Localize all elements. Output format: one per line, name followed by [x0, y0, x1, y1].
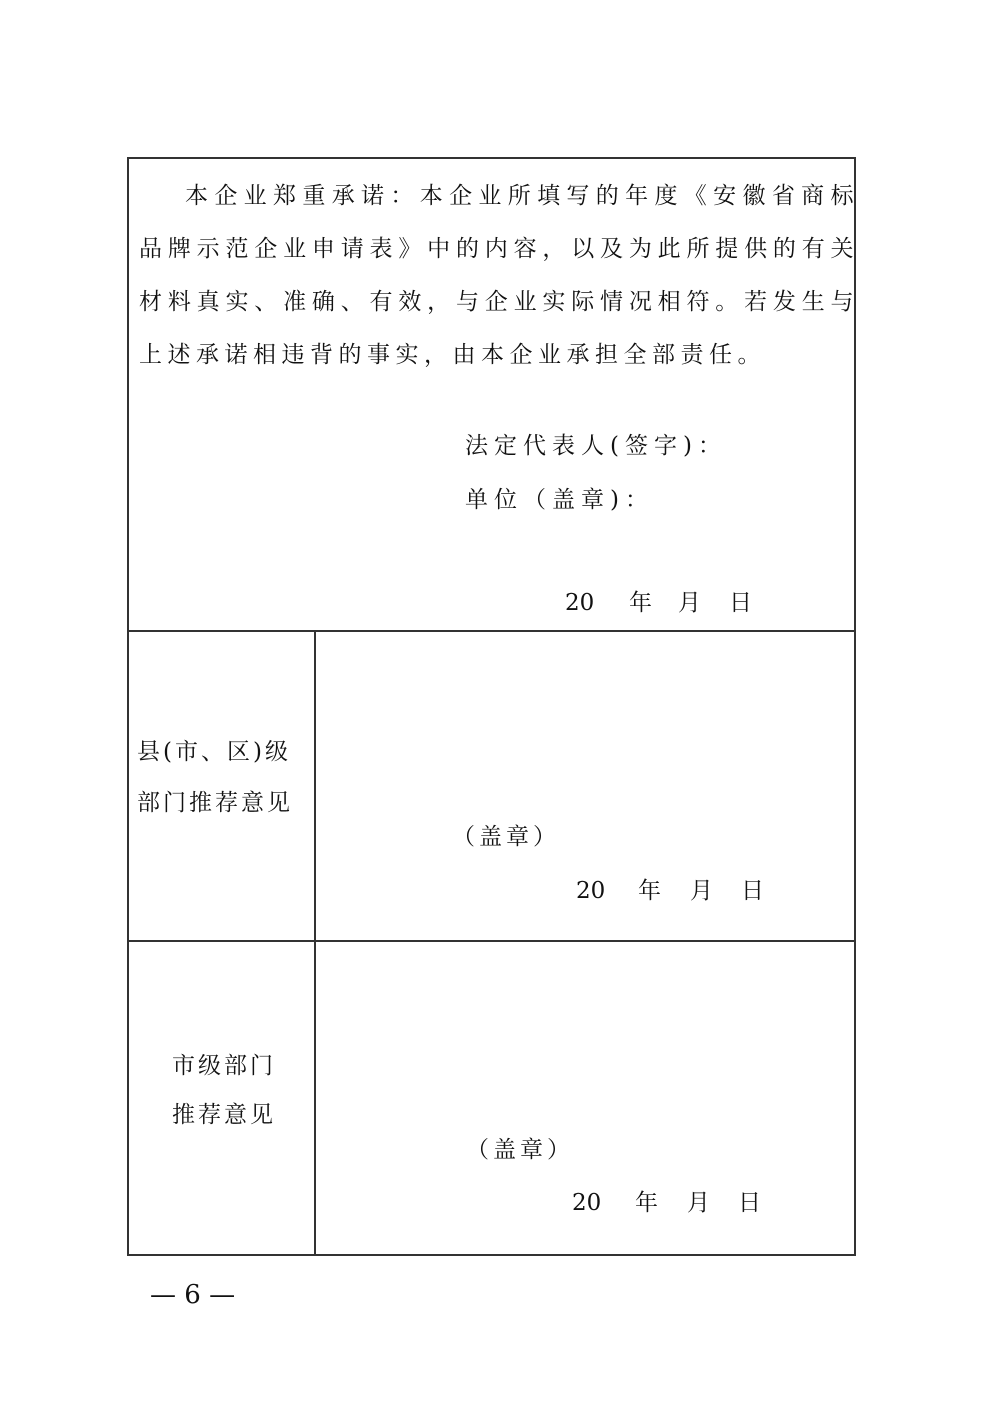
page-number: — 6 — — [150, 1280, 236, 1310]
column-divider — [314, 630, 316, 1256]
legal-representative-signature-label: 法定代表人(签字)： — [465, 433, 727, 459]
unit-seal-label: 单位（盖章)： — [465, 487, 654, 513]
date-month: 月 — [690, 878, 713, 904]
date-year-prefix: 20 — [572, 1190, 602, 1216]
date-year: 年 — [635, 1190, 658, 1216]
county-seal-label: （盖章） — [452, 824, 560, 850]
pledge-date — [565, 588, 785, 618]
city-date — [572, 1188, 792, 1218]
date-year-prefix: 20 — [576, 878, 606, 904]
table-border-left — [127, 157, 129, 1256]
city-seal-label: （盖章） — [466, 1137, 574, 1163]
county-section-label-line1: 县(市、区)级 — [137, 739, 291, 765]
city-section-label-line1: 市级部门 — [172, 1053, 276, 1079]
pledge-statement: 本企业郑重承诺：本企业所填写的年度《安徽省商标品牌示范企业申请表》中的内容，以及为此所提供的有关材料真实、准确、有效，与企业实际情况相符。若发生与上述承诺相违背的事实，由本企业承担全部责任。 — [139, 183, 859, 368]
date-year-prefix: 20 — [565, 590, 595, 616]
date-year: 年 — [629, 590, 652, 616]
date-month: 月 — [687, 1190, 710, 1216]
row-divider-2 — [127, 940, 856, 942]
date-day: 日 — [738, 1190, 761, 1216]
table-border-top — [127, 157, 856, 159]
county-section-label-line2: 部门推荐意见 — [137, 790, 293, 816]
county-date — [576, 876, 796, 906]
date-day: 日 — [741, 878, 764, 904]
table-border-bottom — [127, 1254, 856, 1256]
date-month: 月 — [678, 590, 701, 616]
city-section-label-line2: 推荐意见 — [172, 1102, 276, 1128]
date-year: 年 — [638, 878, 661, 904]
date-day: 日 — [729, 590, 752, 616]
row-divider-1 — [127, 630, 856, 632]
